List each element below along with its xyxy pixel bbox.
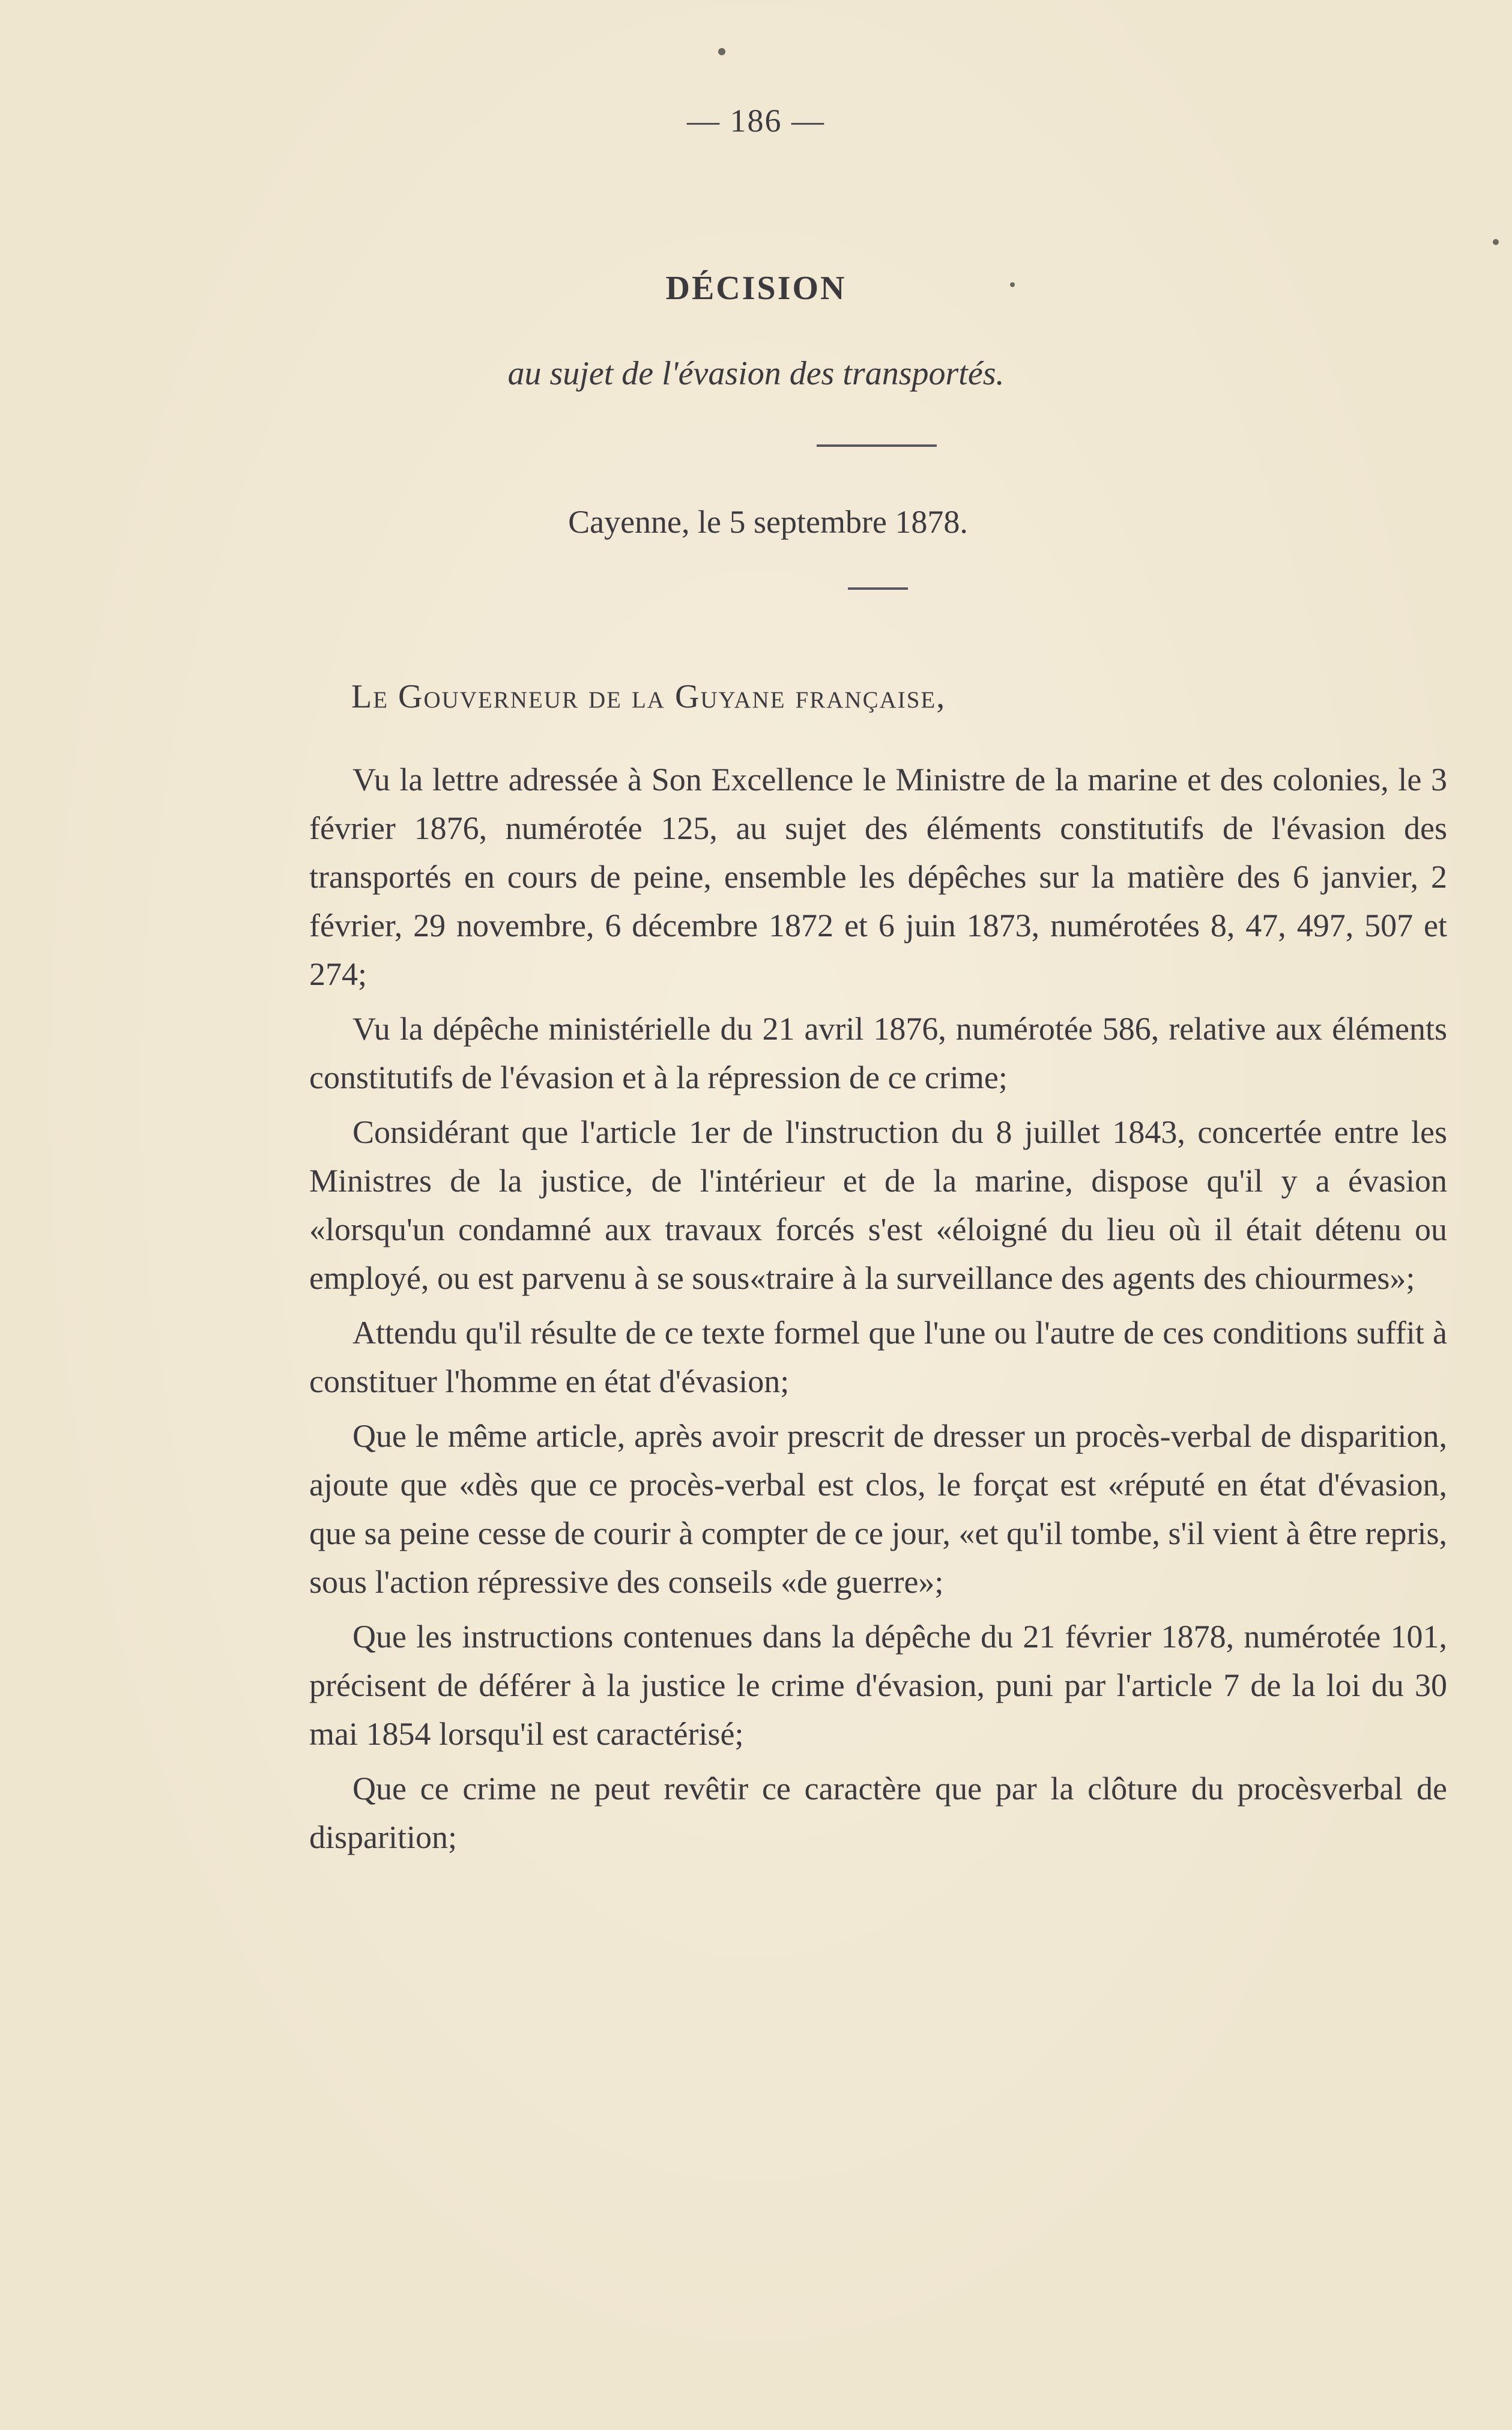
paragraph: Vu la dépêche ministérielle du 21 avril 1876, numérotée 586, relative aux éléments constitutifs de l'évasion et à la répression de ce crime; xyxy=(309,1011,1447,1095)
paper-speck xyxy=(718,48,725,55)
addressee: Le Gouverneur de la Guyane française, xyxy=(351,678,946,715)
paper-speck xyxy=(1493,239,1499,245)
decision-title: DÉCISION xyxy=(665,270,847,307)
page-number: — 186 — xyxy=(687,103,825,139)
paragraph: Que le même article, après avoir prescrit de dresser un procès-verbal de disparition, ajoute que «dès que ce procès-verbal est clos, le forçat est «réputé en état d'évasion, que sa peine cesse de courir à compter de ce jour, «et qu'il tombe, s'il vient à être repris, sous l'action répressive des conseils «de guerre»; xyxy=(309,1418,1447,1600)
decision-subtitle: au sujet de l'évasion des transportés. xyxy=(507,355,1005,392)
paragraph: Attendu qu'il résulte de ce texte formel que l'une ou l'autre de ces conditions suffit à constituer l'homme en état d'évasion; xyxy=(309,1315,1447,1399)
dateline: Cayenne, le 5 septembre 1878. xyxy=(568,504,968,540)
paragraph: Que les instructions contenues dans la dépêche du 21 février 1878, numérotée 101, précisent de déférer à la justice le crime d'évasion, puni par l'article 7 de la loi du 30 mai 1854 lorsqu'il est caractérisé; xyxy=(309,1619,1447,1752)
paragraph: Que ce crime ne peut revêtir ce caractère que par la clôture du procèsverbal de disparition; xyxy=(309,1771,1447,1855)
separator-rule-short xyxy=(848,587,908,590)
paper-speck xyxy=(1010,282,1015,287)
paragraph: Vu la lettre adressée à Son Excellence le Ministre de la marine et des colonies, le 3 février 1876, numérotée 125, au sujet des éléments constitutifs de l'évasion des transportés en cours de peine, ensemble les dépêches sur la matière des 6 janvier, 2 février, 29 novembre, 6 décembre 1872 et 6 juin 1873, numérotées 8, 47, 497, 507 et 274; xyxy=(309,762,1447,992)
body-text xyxy=(309,756,1447,1868)
paragraph: Considérant que l'article 1er de l'instruction du 8 juillet 1843, concertée entre les Ministres de la justice, de l'intérieur et de la marine, dispose qu'il y a évasion «lorsqu'un condamné aux travaux forcés s'est «éloigné du lieu où il était détenu ou employé, ou est parvenu à se sous«traire à la surveillance des agents des chiourmes»; xyxy=(309,1114,1447,1296)
separator-rule xyxy=(817,444,937,447)
